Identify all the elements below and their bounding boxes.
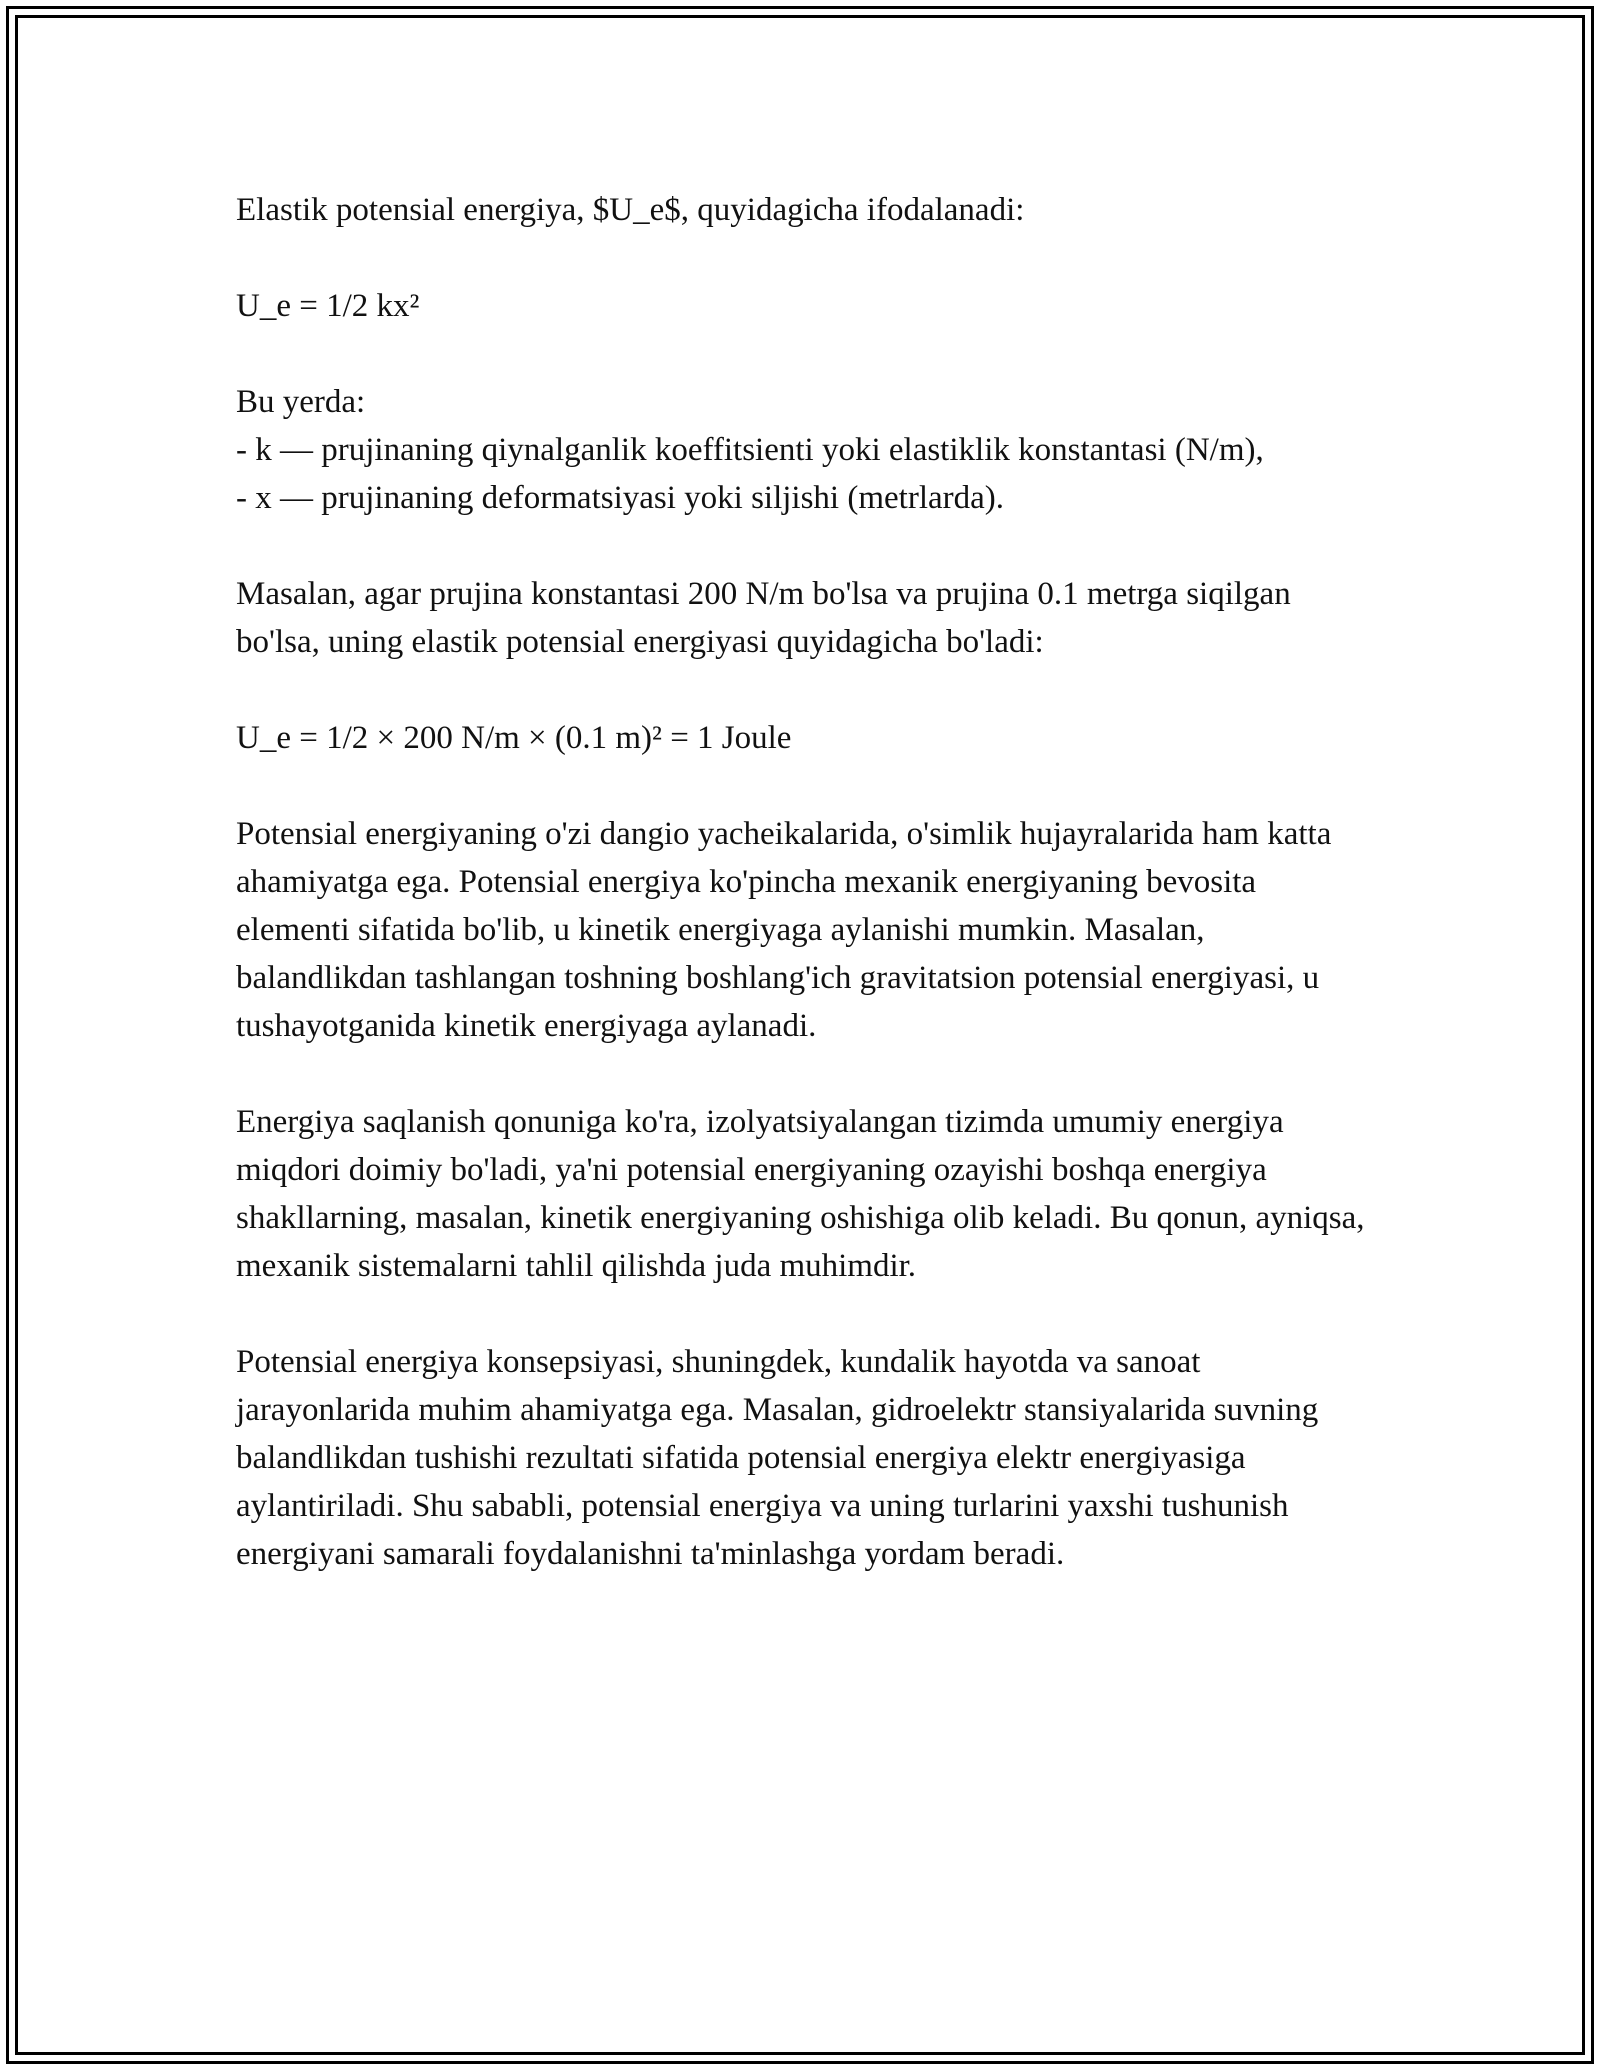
definition-item-k: - k — prujinaning qiynalganlik koeffitsienti yoki elastiklik konstantasi (N/m),	[236, 432, 1264, 468]
example-formula-line: U_e = 1/2 × 200 N/m × (0.1 m)² = 1 Joule	[236, 720, 792, 756]
definitions-block	[236, 378, 1376, 522]
body-paragraph-1: Potensial energiyaning o'zi dangio yacheikalarida, o'simlik hujayralarida ham katta ahamiyatga ega. Potensial energiya ko'pincha mexanik energiyaning bevosita elementi sifatida bo'lib, u kinetik energiyaga aylanishi mumkin. Masalan, balandlikdan tashlangan toshning boshlang'ich gravitatsion potensial energiyasi, u tushayotganida kinetik energiyaga aylanadi.	[236, 816, 1340, 1044]
where-label: Bu yerda:	[236, 384, 366, 420]
body-paragraph-2: Energiya saqlanish qonuniga ko'ra, izolyatsiyalangan tizimda umumiy energiya miqdori doimiy bo'ladi, ya'ni potensial energiyaning ozayishi boshqa energiya shakllarning, masalan, kinetik energiyaning oshishiga olib keladi. Bu qonun, ayniqsa, mexanik sistemalarni tahlil qilishda juda muhimdir.	[236, 1104, 1373, 1284]
intro-paragraph: Elastik potensial energiya, $U_e$, quyidagicha ifodalanadi:	[236, 192, 1025, 228]
definition-item-x: - x — prujinaning deformatsiyasi yoki siljishi (metrlarda).	[236, 480, 1005, 516]
formula-line: U_e = 1/2 kx²	[236, 288, 420, 324]
document-body	[236, 186, 1376, 1626]
example-paragraph: Masalan, agar prujina konstantasi 200 N/m bo'lsa va prujina 0.1 metrga siqilgan bo'lsa, uning elastik potensial energiyasi quyidagicha bo'ladi:	[236, 576, 1299, 660]
body-paragraph-3: Potensial energiya konsepsiyasi, shuningdek, kundalik hayotda va sanoat jarayonlarida muhim ahamiyatga ega. Masalan, gidroelektr stansiyalarida suvning balandlikdan tushishi rezultati sifatida potensial energiya elektr energiyasiga aylantiriladi. Shu sababli, potensial energiya va uning turlarini yaxshi tushunish energiyani samarali foydalanishni ta'minlashga yordam beradi.	[236, 1344, 1327, 1572]
